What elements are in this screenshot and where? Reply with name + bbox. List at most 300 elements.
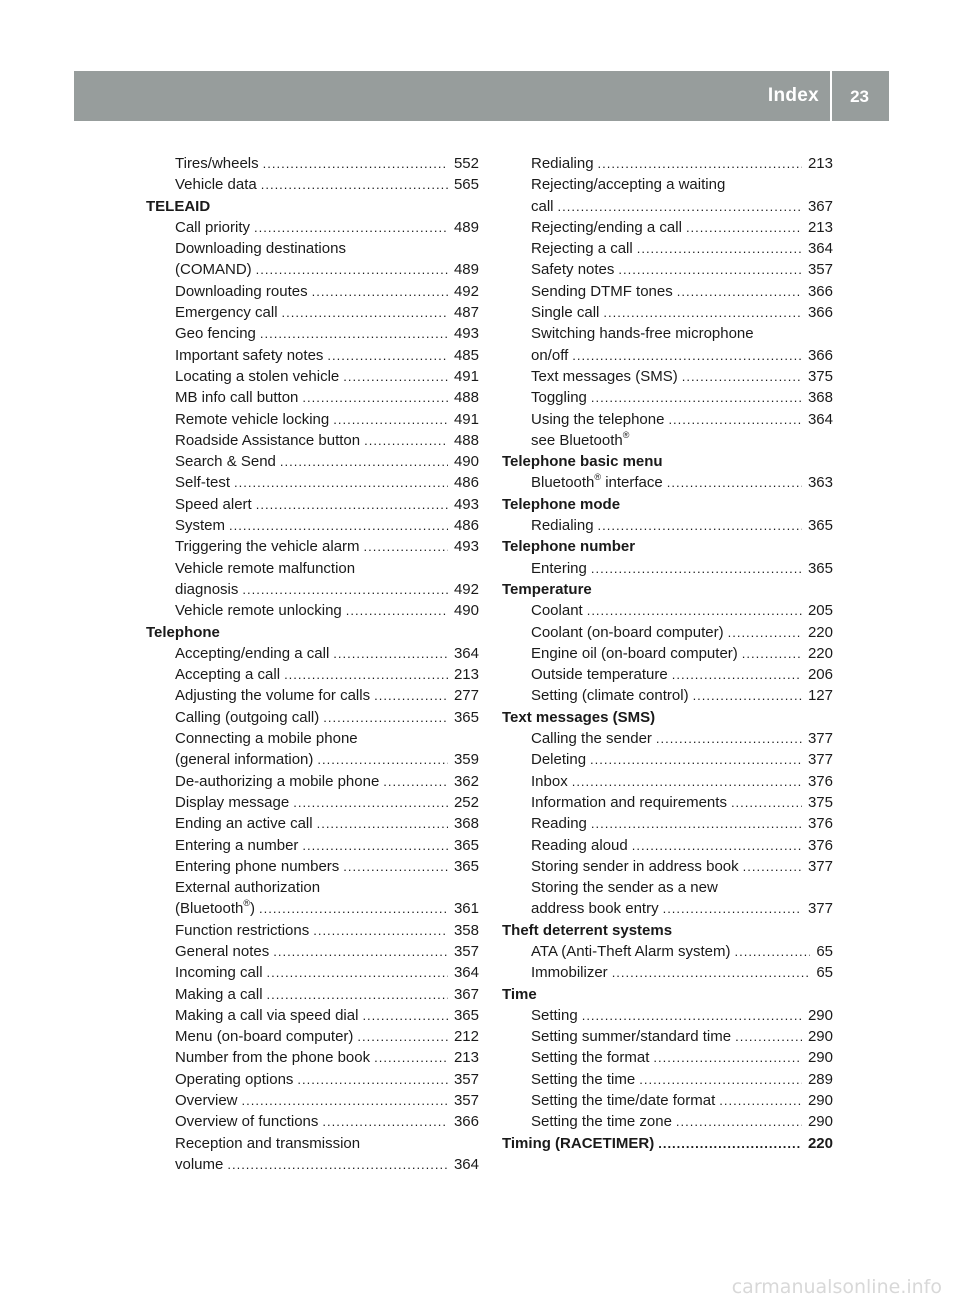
index-entry [502,941,833,962]
index-entry [146,600,479,621]
entry-label: Emergency call [175,304,278,322]
entry-text [531,345,568,366]
index-entry [502,558,833,579]
index-entry [146,536,479,557]
index-column-right [502,153,833,1154]
entry-text [175,898,255,919]
index-entry [502,196,833,217]
entry-page-number: 491 [453,367,479,385]
entry-text [146,622,220,643]
dot-leader [639,1069,802,1090]
dot-leader [667,472,802,493]
index-entry [502,302,833,323]
dot-leader [677,281,802,302]
dot-leader [267,962,448,983]
dot-leader [728,622,802,643]
entry-text [502,920,672,941]
dot-leader [280,451,448,472]
entry-text [531,323,754,344]
entry-text [531,877,718,898]
entry-page-number: 366 [807,304,833,322]
entry-text [175,984,263,1005]
index-heading [502,451,833,472]
entry-label: Telephone basic menu [502,453,663,471]
entry-page-number: 489 [453,218,479,236]
dot-leader [259,898,448,919]
entry-page-number: 376 [807,772,833,790]
entry-label: Search & Send [175,453,276,471]
entry-page-number: 127 [807,687,833,705]
dot-leader [364,536,448,557]
entry-page-number: 493 [453,538,479,556]
entry-label: Single call [531,304,600,322]
entry-label: Safety notes [531,261,615,279]
dot-leader [343,366,448,387]
entry-text [175,1069,293,1090]
dot-leader [263,153,448,174]
entry-page-number: 366 [807,282,833,300]
entry-text [175,451,276,472]
dot-leader [374,1047,448,1068]
entry-page-number: 486 [453,517,479,535]
entry-text [531,1111,672,1132]
entry-label: Operating options [175,1070,294,1088]
entry-label: diagnosis [175,580,239,598]
entry-label: see Bluetooth [531,431,623,449]
entry-text [175,792,289,813]
index-heading [502,536,833,557]
entry-page-number: 213 [807,218,833,236]
entry-page-number: 492 [453,580,479,598]
entry-label: De-authorizing a mobile phone [175,772,380,790]
entry-text [175,1005,358,1026]
entry-page-number: 205 [807,602,833,620]
index-entry [502,323,833,344]
entry-text [531,962,608,983]
index-entry [502,1090,833,1111]
entry-label: Redialing [531,517,594,535]
entry-text [175,558,355,579]
dot-leader [327,345,448,366]
index-entry [502,771,833,792]
entry-label: Setting the format [531,1049,650,1067]
index-entry [502,345,833,366]
dot-leader [234,472,448,493]
index-entry [146,494,479,515]
entry-page-number: 364 [453,644,479,662]
index-entry [502,856,833,877]
entry-text [531,302,599,323]
index-entry [146,1047,479,1068]
entry-text [175,600,342,621]
index-entry [146,579,479,600]
entry-label: Timing (RACETIMER) [502,1134,655,1152]
entry-label: Incoming call [175,964,263,982]
entry-label: Important safety notes [175,346,324,364]
dot-leader [333,643,448,664]
entry-text [502,579,592,600]
entry-page-number: 357 [807,261,833,279]
entry-text [175,707,319,728]
index-entry [502,962,833,983]
index-entry [146,174,479,195]
dot-leader [357,1026,448,1047]
entry-page-number: 489 [453,261,479,279]
dot-leader [284,664,448,685]
index-entry [146,707,479,728]
registered-mark: ® [243,898,251,909]
index-entry [146,451,479,472]
entry-text [175,856,339,877]
entry-label: Reading aloud [531,836,628,854]
index-entry [146,558,479,579]
entry-page-number: 289 [807,1070,833,1088]
dot-leader [346,600,448,621]
index-entry [146,984,479,1005]
index-entry [146,366,479,387]
entry-page-number: 487 [453,304,479,322]
index-entry [146,1069,479,1090]
index-heading [146,622,479,643]
index-entry [146,302,479,323]
index-entry [146,792,479,813]
dot-leader [637,238,802,259]
dot-leader [302,387,448,408]
index-entry [146,685,479,706]
dot-leader [322,1111,448,1132]
entry-label: Speed alert [175,495,252,513]
entry-text [531,835,628,856]
entry-label: Overview of functions [175,1113,319,1131]
entry-page-number: 290 [807,1092,833,1110]
dot-leader [618,259,802,280]
entry-text [531,558,587,579]
entry-text [531,259,614,280]
entry-page-number: 493 [453,495,479,513]
entry-label: Telephone mode [502,495,621,513]
dot-leader [256,259,448,280]
dot-leader [598,153,802,174]
entry-text [175,771,379,792]
entry-label: Coolant (on-board computer) [531,623,724,641]
entry-text [175,920,309,941]
entry-page-number: 362 [453,772,479,790]
entry-label: Setting the time/date format [531,1092,716,1110]
entry-label: on/off [531,346,569,364]
entry-text [175,877,320,898]
index-entry [146,1133,479,1154]
index-entry [146,920,479,941]
entry-text [531,1090,715,1111]
registered-mark: ® [594,472,602,483]
entry-text [531,281,673,302]
index-entry [146,813,479,834]
entry-page-number: 366 [807,346,833,364]
entry-label: Storing the sender as a new [531,879,718,897]
entry-page-number: 365 [807,517,833,535]
header-bar [74,71,889,121]
entry-label: Temperature [502,580,592,598]
dot-leader [267,984,448,1005]
entry-text [175,217,250,238]
entry-label: Reading [531,815,587,833]
entry-text [531,366,678,387]
entry-text [175,430,360,451]
entry-label: Telephone number [502,538,636,556]
entry-label: Making a call via speed dial [175,1006,359,1024]
entry-label: Coolant [531,602,583,620]
entry-label: Adjusting the volume for calls [175,687,371,705]
entry-text [531,792,727,813]
dot-leader [686,217,802,238]
dot-leader [293,792,448,813]
entry-page-number: 485 [453,346,479,364]
dot-leader [672,664,802,685]
entry-label-suffix: interface [601,474,663,492]
index-entry [146,217,479,238]
index-entry [502,1111,833,1132]
entry-text [531,622,724,643]
index-entry [502,664,833,685]
entry-label: Storing sender in address book [531,857,739,875]
index-heading [502,707,833,728]
entry-text [175,579,238,600]
dot-leader [632,835,802,856]
entry-label: Ending an active call [175,815,313,833]
entry-text [175,345,323,366]
dot-leader [682,366,802,387]
entry-text [175,238,346,259]
entry-label: Text messages (SMS) [502,708,656,726]
dot-leader [676,1111,802,1132]
entry-label: Overview [175,1092,238,1110]
entry-text [175,1154,223,1175]
index-column-left [146,153,479,1175]
entry-label: Downloading destinations [175,240,346,258]
entry-text [531,472,663,493]
entry-text [175,494,252,515]
entry-page-number: 365 [453,1006,479,1024]
entry-text [502,984,537,1005]
index-entry [146,281,479,302]
entry-text [531,174,725,195]
dot-leader [261,174,448,195]
entry-text [175,409,329,430]
entry-page-number: 493 [453,325,479,343]
index-entry [146,259,479,280]
entry-text [175,1133,360,1154]
entry-text [175,323,256,344]
entry-page-number: 357 [453,1092,479,1110]
entry-page-number: 364 [807,240,833,258]
entry-text [531,515,594,536]
index-entry [146,1026,479,1047]
entry-page-number: 376 [807,815,833,833]
entry-page-number: 363 [807,474,833,492]
index-entry [146,898,479,919]
dot-leader [612,962,811,983]
entry-text [531,941,730,962]
index-entry [502,472,833,493]
index-entry [146,643,479,664]
index-entry [502,409,833,430]
page-number: 23 [850,87,869,106]
entry-label: Engine oil (on-board computer) [531,644,738,662]
entry-page-number: 367 [453,985,479,1003]
entry-label: Vehicle remote unlocking [175,602,342,620]
dot-leader [743,856,802,877]
index-entry [146,835,479,856]
entry-text [175,281,308,302]
entry-label: Vehicle data [175,176,257,194]
dot-leader [653,1047,802,1068]
entry-text [175,1047,370,1068]
index-heading [502,494,833,515]
index-entry [502,430,833,451]
dot-leader [364,430,448,451]
entry-text [175,728,358,749]
entry-page-number: 375 [807,793,833,811]
entry-page-number: 277 [453,687,479,705]
index-entry [502,728,833,749]
index-entry [502,1047,833,1068]
index-entry [146,323,479,344]
index-heading [502,920,833,941]
entry-text [531,238,633,259]
registered-mark: ® [622,429,630,440]
entry-text [175,515,225,536]
entry-label: Rejecting a call [531,240,633,258]
dot-leader [317,749,448,770]
entry-text [531,856,739,877]
entry-label: Entering phone numbers [175,857,340,875]
dot-leader [603,302,802,323]
dot-leader [229,515,448,536]
entry-label: Locating a stolen vehicle [175,367,340,385]
entry-label: Call priority [175,218,251,236]
index-entry [502,238,833,259]
index-entry [502,792,833,813]
index-entry [502,749,833,770]
entry-label: Calling (outgoing call) [175,708,320,726]
dot-leader [227,1154,448,1175]
entry-label: Tires/wheels [175,155,259,172]
index-entry [146,387,479,408]
dot-leader [312,281,448,302]
entry-text [175,962,263,983]
dot-leader [242,1090,448,1111]
entry-label: Setting (climate control) [531,687,689,705]
index-entry [502,217,833,238]
index-entry [502,898,833,919]
dot-leader [282,302,448,323]
entry-label: Redialing [531,155,594,172]
entry-label: Switching hands-free microphone [531,325,754,343]
entry-text [175,259,252,280]
dot-leader [734,941,810,962]
entry-label: Display message [175,793,290,811]
entry-label: Immobilizer [531,964,608,982]
entry-label: call [531,197,554,215]
entry-text [175,685,370,706]
entry-label: Deleting [531,751,587,769]
entry-text [531,685,689,706]
entry-label: Rejecting/accepting a waiting [531,176,726,194]
entry-page-number: 366 [453,1113,479,1131]
index-entry [502,1026,833,1047]
dot-leader [333,409,448,430]
entry-label: Sending DTMF tones [531,282,673,300]
entry-label: Setting [531,1006,578,1024]
entry-label: Menu (on-board computer) [175,1028,354,1046]
entry-page-number: 357 [453,1070,479,1088]
entry-label: Self-test [175,474,231,492]
entry-label: Information and requirements [531,793,727,811]
dot-leader [343,856,448,877]
entry-text [531,728,652,749]
entry-text [175,643,329,664]
entry-page-number: 377 [807,900,833,918]
index-entry [502,877,833,898]
entry-label: (COMAND) [175,261,252,279]
entry-label: Text messages (SMS) [531,367,678,385]
entry-text [531,1047,649,1068]
entry-page-number: 220 [807,644,833,662]
entry-label: Setting summer/standard time [531,1028,732,1046]
entry-label: Setting the time zone [531,1113,672,1131]
entry-label: Connecting a mobile phone [175,730,358,748]
index-entry [146,153,479,174]
entry-text [531,1005,578,1026]
entry-page-number: 213 [453,666,479,684]
entry-text [175,941,269,962]
entry-page-number: 65 [816,964,833,982]
dot-leader [656,728,802,749]
entry-text [175,835,298,856]
entry-text [502,536,635,557]
section-title: Index [767,85,819,106]
entry-label: Making a call [175,985,263,1003]
entry-page-number: 376 [807,836,833,854]
index-entry [146,345,479,366]
index-entry [502,643,833,664]
entry-page-number: 552 [453,155,479,172]
dot-leader [254,217,448,238]
dot-leader [317,813,448,834]
dot-leader [572,771,802,792]
entry-page-number: 220 [807,1134,833,1152]
dot-leader [572,345,802,366]
entry-page-number: 491 [453,410,479,428]
entry-page-number: 213 [453,1049,479,1067]
entry-page-number: 213 [807,155,833,172]
index-heading [502,1133,833,1154]
entry-page-number: 357 [453,942,479,960]
entry-page-number: 377 [807,730,833,748]
entry-page-number: 368 [807,389,833,407]
index-entry [502,366,833,387]
index-entry [146,472,479,493]
dot-leader [591,813,802,834]
entry-text [175,1111,318,1132]
entry-text [175,366,339,387]
entry-page-number: 365 [453,708,479,726]
index-entry [146,749,479,770]
entry-label: Number from the phone book [175,1049,371,1067]
entry-text [175,387,298,408]
index-entry [502,1005,833,1026]
entry-label: External authorization [175,879,321,897]
